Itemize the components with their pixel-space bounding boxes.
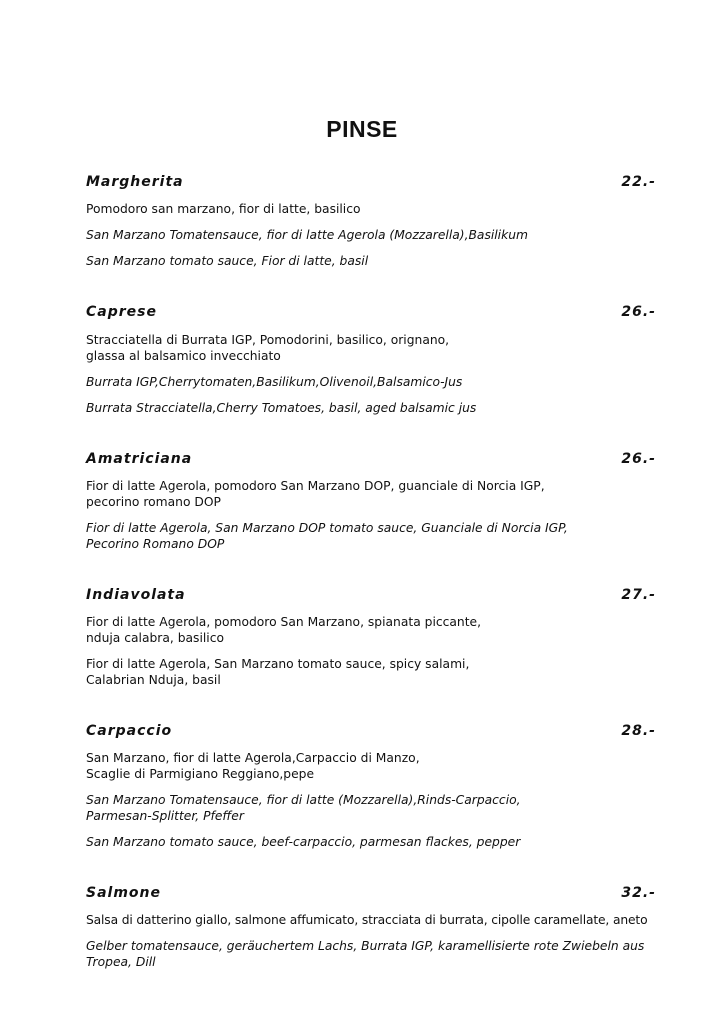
item-price: 28.- bbox=[621, 723, 656, 739]
menu-item-caprese bbox=[86, 304, 656, 416]
menu-item-salmone bbox=[86, 885, 656, 970]
description-german: San Marzano Tomatensauce, fior di latte Agerola (Mozzarella),Basilikum bbox=[86, 228, 528, 242]
description-english: Fior di latte Agerola, San Marzano tomato sauce, spicy salami, Calabrian Nduja, basil bbox=[86, 657, 470, 687]
description-italian: Pomodoro san marzano, fior di latte, basilico bbox=[86, 202, 361, 216]
description-italian: San Marzano, fior di latte Agerola,Carpaccio di Manzo, Scaglie di Parmigiano Reggiano,pepe bbox=[86, 751, 420, 781]
item-name: Carpaccio bbox=[86, 723, 173, 739]
item-price: 32.- bbox=[621, 885, 656, 901]
description-german: San Marzano Tomatensauce, fior di latte (Mozzarella),Rinds-Carpaccio, Parmesan-Splitter, Pfeffer bbox=[86, 793, 521, 823]
item-price: 26.- bbox=[621, 451, 656, 467]
description-italian: Fior di latte Agerola, pomodoro San Marzano, spianata piccante, nduja calabra, basilico bbox=[86, 615, 482, 645]
description-italian: Stracciatella di Burrata IGP, Pomodorini, basilico, orignano, glassa al balsamico invecchiato bbox=[86, 333, 450, 363]
description-italian: Fior di latte Agerola, pomodoro San Marzano DOP, guanciale di Norcia IGP, pecorino romano DOP bbox=[86, 479, 545, 509]
item-price: 22.- bbox=[621, 174, 656, 190]
menu-item-carpaccio bbox=[86, 723, 656, 850]
menu-item-amatriciana bbox=[86, 451, 656, 552]
item-name: Caprese bbox=[86, 304, 157, 320]
description-german: Gelber tomatensauce, geräuchertem Lachs, Burrata IGP, karamellisierte rote Zwiebeln aus Tropea, Dill bbox=[86, 939, 645, 969]
item-name: Amatriciana bbox=[86, 451, 193, 467]
description-german: Burrata IGP,Cherrytomaten,Basilikum,Olivenoil,Balsamico-Jus bbox=[86, 375, 463, 389]
description-english: Fior di latte Agerola, San Marzano DOP tomato sauce, Guanciale di Norcia IGP, Pecorino Romano DOP bbox=[86, 521, 568, 551]
menu-item-margherita bbox=[86, 174, 656, 269]
menu-item-indiavolata bbox=[86, 587, 656, 688]
page-title: PINSE bbox=[326, 116, 398, 142]
item-name: Indiavolata bbox=[86, 587, 186, 603]
description-italian: Salsa di datterino giallo, salmone affumicato, stracciata di burrata, cipolle caramellate, aneto bbox=[86, 913, 648, 927]
description-english: Burrata Stracciatella,Cherry Tomatoes, basil, aged balsamic jus bbox=[86, 401, 477, 415]
item-price: 27.- bbox=[621, 587, 656, 603]
description-english: San Marzano tomato sauce, beef-carpaccio, parmesan flackes, pepper bbox=[86, 835, 521, 849]
item-price: 26.- bbox=[621, 304, 656, 320]
item-name: Salmone bbox=[86, 885, 161, 901]
description-english: San Marzano tomato sauce, Fior di latte, basil bbox=[86, 254, 369, 268]
item-name: Margherita bbox=[86, 174, 184, 190]
